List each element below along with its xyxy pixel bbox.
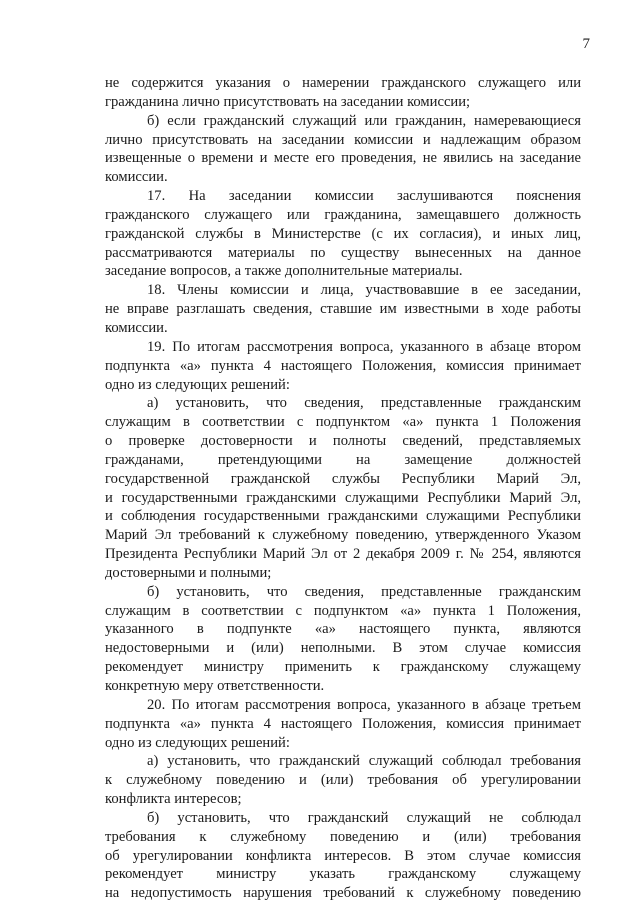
text-line: гражданского служащего или гражданина, замещавшего должность [105, 206, 581, 223]
text-line: а) установить, что сведения, представленные гражданским [147, 395, 581, 412]
text-line: о проверке достоверности и полноты сведений, представляемых [105, 433, 581, 450]
text-line: рекомендует министру применить к гражданскому служащему [105, 659, 581, 676]
text-line: требования к служебному поведению и (или) требования [105, 828, 581, 845]
text-line: конкретную меру ответственности. [105, 678, 325, 694]
text-line: и государственными гражданскими служащими Республики Марий Эл, [105, 489, 581, 506]
text-line: б) установить, что сведения, представленные гражданским [147, 583, 581, 600]
text-line: Президента Республики Марий Эл от 2 декабря 2009 г. № 254, являются [105, 546, 581, 563]
text-line: б) установить, что гражданский служащий не соблюдал [147, 809, 581, 826]
text-line: конфликта интересов; [105, 791, 242, 808]
text-line: одно из следующих решений: [105, 376, 290, 393]
text-line: государственной гражданской службы Республики Марий Эл, [105, 470, 581, 487]
text-line: лично присутствовать на заседании комиссии и надлежащим образом [105, 131, 581, 148]
page-number: 7 [582, 36, 590, 52]
text-line: не вправе разглашать сведения, ставшие им известными в ходе работы [105, 301, 581, 318]
text-line: одно из следующих решений: [105, 734, 290, 751]
text-line: недостоверными и (или) неполными. В этом случае комиссия [105, 640, 581, 657]
text-line: об урегулировании конфликта интересов. В этом случае комиссия [105, 847, 581, 864]
text-line: рассматриваются материалы по существу вынесенных на данное [105, 244, 581, 261]
text-line: а) установить, что гражданский служащий соблюдал требования [147, 753, 581, 770]
text-line: 18. Члены комиссии и лица, участвовавшие в ее заседании, [147, 282, 581, 299]
text-line: 20. По итогам рассмотрения вопроса, указанного в абзаце третьем [147, 696, 581, 713]
text-line: на недопустимость нарушения требований к служебному поведению [105, 885, 581, 902]
text-line: Марий Эл требований к служебному поведению, утвержденного Указом [105, 527, 581, 544]
text-line: рекомендует министру указать гражданскому служащему [105, 866, 581, 883]
text-line: указанного в подпункте «а» настоящего пункта, являются [105, 621, 581, 638]
text-line: извещенные о времени и месте его проведения, не явились на заседание [105, 150, 581, 167]
text-line: и соблюдения государственными гражданскими служащими Республики [105, 508, 581, 525]
text-line: служащим в соответствии с подпунктом «а» пункта 1 Положения, [105, 602, 581, 619]
text-line: служащим в соответствии с подпунктом «а» пункта 1 Положения [105, 414, 581, 431]
text-line: гражданами, претендующими на замещение должностей [105, 451, 581, 468]
text-line: достоверными и полными; [105, 564, 272, 581]
text-line: б) если гражданский служащий или гражданин, намеревающиеся [147, 112, 581, 129]
text-line: гражданина лично присутствовать на заседании комиссии; [105, 93, 471, 110]
text-line: 17. На заседании комиссии заслушиваются пояснения [147, 188, 581, 205]
text-line: комиссии. [105, 169, 168, 186]
text-line: к служебному поведению и (или) требования об урегулировании [105, 772, 581, 789]
text-line: не содержится указания о намерении гражданского служащего или [105, 75, 581, 91]
text-line: 19. По итогам рассмотрения вопроса, указанного в абзаце втором [147, 338, 581, 355]
text-line: подпункта «а» пункта 4 настоящего Положения, комиссия принимает [105, 357, 581, 374]
text-line: гражданской службы в Министерстве (с их согласия), и иных лиц, [105, 225, 581, 242]
text-line: заседание вопросов, а также дополнительные материалы. [105, 263, 463, 280]
document-body [105, 74, 581, 903]
text-line: подпункта «а» пункта 4 настоящего Положения, комиссия принимает [105, 715, 581, 732]
text-line: комиссии. [105, 319, 168, 336]
